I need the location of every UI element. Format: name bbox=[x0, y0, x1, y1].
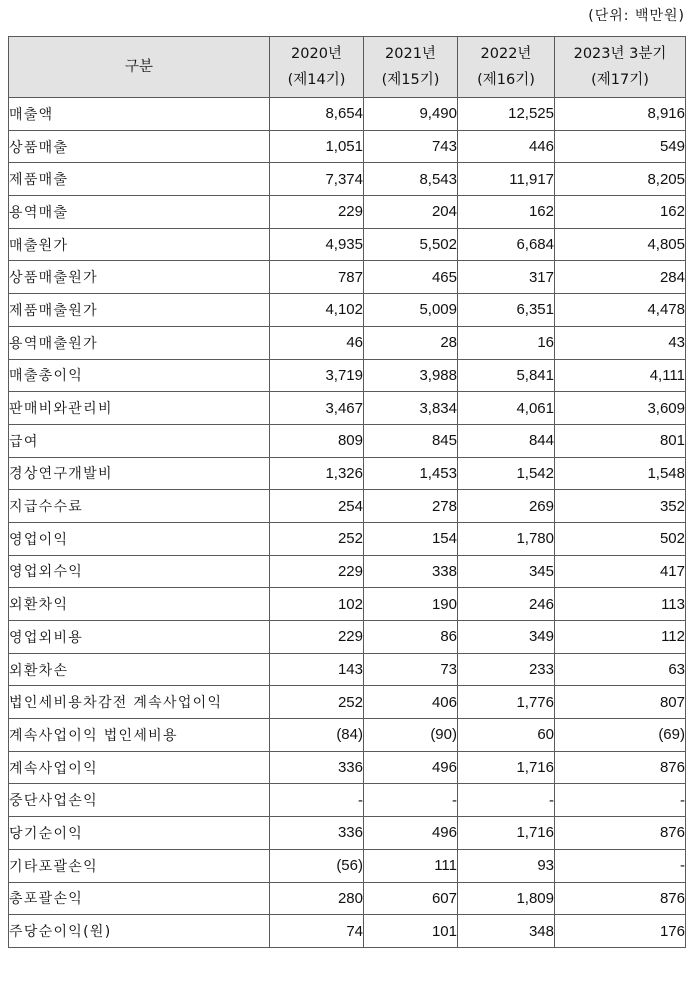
table-row bbox=[9, 784, 686, 817]
value-cell: 162 bbox=[555, 196, 686, 229]
value-cell: 5,502 bbox=[364, 228, 458, 261]
value-cell: 807 bbox=[555, 686, 686, 719]
table-header bbox=[9, 37, 686, 98]
row-label: 기타포괄손익 bbox=[9, 849, 270, 882]
header-year: 2021년 bbox=[385, 46, 436, 62]
table-row bbox=[9, 359, 686, 392]
value-cell: 8,543 bbox=[364, 163, 458, 196]
value-cell: 86 bbox=[364, 621, 458, 654]
row-label: 계속사업이익 bbox=[9, 751, 270, 784]
value-cell: 743 bbox=[364, 130, 458, 163]
row-label: 용역매출 bbox=[9, 196, 270, 229]
table-row bbox=[9, 196, 686, 229]
value-cell: (69) bbox=[555, 719, 686, 752]
value-cell: 502 bbox=[555, 522, 686, 555]
row-label: 급여 bbox=[9, 424, 270, 457]
value-cell: 46 bbox=[270, 326, 364, 359]
value-cell: 154 bbox=[364, 522, 458, 555]
value-cell: 809 bbox=[270, 424, 364, 457]
table-row bbox=[9, 882, 686, 915]
value-cell: 4,111 bbox=[555, 359, 686, 392]
row-label: 제품매출 bbox=[9, 163, 270, 196]
row-label: 총포괄손익 bbox=[9, 882, 270, 915]
table-row bbox=[9, 719, 686, 752]
value-cell: 229 bbox=[270, 621, 364, 654]
value-cell: (56) bbox=[270, 849, 364, 882]
row-label: 판매비와관리비 bbox=[9, 392, 270, 425]
header-year: 2023년 3분기 bbox=[573, 46, 667, 62]
value-cell: 102 bbox=[270, 588, 364, 621]
table-row bbox=[9, 849, 686, 882]
row-label: 외환차익 bbox=[9, 588, 270, 621]
value-cell: 60 bbox=[458, 719, 555, 752]
table-row bbox=[9, 522, 686, 555]
value-cell: 496 bbox=[364, 751, 458, 784]
value-cell: 112 bbox=[555, 621, 686, 654]
value-cell: 496 bbox=[364, 817, 458, 850]
header-col-2021 bbox=[364, 37, 458, 98]
table-row bbox=[9, 326, 686, 359]
value-cell: 4,935 bbox=[270, 228, 364, 261]
value-cell: 3,467 bbox=[270, 392, 364, 425]
header-col-2023q3 bbox=[555, 37, 686, 98]
row-label: 영업이익 bbox=[9, 522, 270, 555]
value-cell: 229 bbox=[270, 555, 364, 588]
value-cell: 417 bbox=[555, 555, 686, 588]
table-row bbox=[9, 686, 686, 719]
row-label: 주당순이익(원) bbox=[9, 915, 270, 948]
value-cell: 446 bbox=[458, 130, 555, 163]
row-label: 영업외비용 bbox=[9, 621, 270, 654]
header-col-2020 bbox=[270, 37, 364, 98]
value-cell: - bbox=[270, 784, 364, 817]
value-cell: 229 bbox=[270, 196, 364, 229]
table-row bbox=[9, 751, 686, 784]
value-cell: 73 bbox=[364, 653, 458, 686]
value-cell: 1,326 bbox=[270, 457, 364, 490]
value-cell: 204 bbox=[364, 196, 458, 229]
value-cell: 1,716 bbox=[458, 817, 555, 850]
header-period: (제14기) bbox=[287, 72, 346, 88]
value-cell: 190 bbox=[364, 588, 458, 621]
value-cell: 5,009 bbox=[364, 294, 458, 327]
value-cell: 143 bbox=[270, 653, 364, 686]
value-cell: 5,841 bbox=[458, 359, 555, 392]
income-statement-table bbox=[8, 36, 686, 948]
value-cell: 252 bbox=[270, 522, 364, 555]
value-cell: 111 bbox=[364, 849, 458, 882]
table-row bbox=[9, 163, 686, 196]
value-cell: 1,716 bbox=[458, 751, 555, 784]
table-row bbox=[9, 98, 686, 131]
table-row bbox=[9, 424, 686, 457]
header-col-2022 bbox=[458, 37, 555, 98]
value-cell: 4,061 bbox=[458, 392, 555, 425]
value-cell: 4,805 bbox=[555, 228, 686, 261]
value-cell: (90) bbox=[364, 719, 458, 752]
value-cell: 176 bbox=[555, 915, 686, 948]
value-cell: 876 bbox=[555, 751, 686, 784]
value-cell: 162 bbox=[458, 196, 555, 229]
value-cell: 876 bbox=[555, 882, 686, 915]
row-label: 법인세비용차감전 계속사업이익 bbox=[9, 686, 270, 719]
value-cell: 28 bbox=[364, 326, 458, 359]
row-label: 매출액 bbox=[9, 98, 270, 131]
value-cell: 549 bbox=[555, 130, 686, 163]
value-cell: 607 bbox=[364, 882, 458, 915]
row-label: 용역매출원가 bbox=[9, 326, 270, 359]
table-row bbox=[9, 915, 686, 948]
value-cell: 1,542 bbox=[458, 457, 555, 490]
row-label: 영업외수익 bbox=[9, 555, 270, 588]
row-label: 지급수수료 bbox=[9, 490, 270, 523]
table-row bbox=[9, 294, 686, 327]
value-cell: 8,205 bbox=[555, 163, 686, 196]
value-cell: 345 bbox=[458, 555, 555, 588]
value-cell: 465 bbox=[364, 261, 458, 294]
row-label: 외환차손 bbox=[9, 653, 270, 686]
value-cell: 3,988 bbox=[364, 359, 458, 392]
value-cell: - bbox=[555, 849, 686, 882]
row-label: 당기순이익 bbox=[9, 817, 270, 850]
value-cell: 278 bbox=[364, 490, 458, 523]
value-cell: 254 bbox=[270, 490, 364, 523]
value-cell: 4,102 bbox=[270, 294, 364, 327]
table-row bbox=[9, 130, 686, 163]
header-year: 2022년 bbox=[480, 46, 532, 62]
value-cell: 6,684 bbox=[458, 228, 555, 261]
value-cell: 336 bbox=[270, 817, 364, 850]
value-cell: 284 bbox=[555, 261, 686, 294]
table-body bbox=[9, 98, 686, 948]
value-cell: 43 bbox=[555, 326, 686, 359]
value-cell: 280 bbox=[270, 882, 364, 915]
value-cell: 1,051 bbox=[270, 130, 364, 163]
table-row bbox=[9, 555, 686, 588]
value-cell: 12,525 bbox=[458, 98, 555, 131]
row-label: 계속사업이익 법인세비용 bbox=[9, 719, 270, 752]
table-row bbox=[9, 621, 686, 654]
table-row bbox=[9, 228, 686, 261]
value-cell: - bbox=[364, 784, 458, 817]
value-cell: 876 bbox=[555, 817, 686, 850]
value-cell: 338 bbox=[364, 555, 458, 588]
value-cell: 1,453 bbox=[364, 457, 458, 490]
value-cell: 11,917 bbox=[458, 163, 555, 196]
table-row bbox=[9, 588, 686, 621]
value-cell: 787 bbox=[270, 261, 364, 294]
row-label: 매출원가 bbox=[9, 228, 270, 261]
value-cell: 1,780 bbox=[458, 522, 555, 555]
row-label: 상품매출 bbox=[9, 130, 270, 163]
header-row bbox=[9, 37, 686, 98]
table-row bbox=[9, 457, 686, 490]
value-cell: 3,834 bbox=[364, 392, 458, 425]
value-cell: 845 bbox=[364, 424, 458, 457]
value-cell: 74 bbox=[270, 915, 364, 948]
table-row bbox=[9, 817, 686, 850]
value-cell: 336 bbox=[270, 751, 364, 784]
row-label: 매출총이익 bbox=[9, 359, 270, 392]
value-cell: 252 bbox=[270, 686, 364, 719]
value-cell: 8,916 bbox=[555, 98, 686, 131]
header-category: 구분 bbox=[9, 37, 270, 98]
value-cell: 3,609 bbox=[555, 392, 686, 425]
row-label: 중단사업손익 bbox=[9, 784, 270, 817]
header-period: (제15기) bbox=[381, 72, 440, 88]
unit-note: (단위: 백만원) bbox=[588, 8, 685, 24]
value-cell: 1,809 bbox=[458, 882, 555, 915]
value-cell: 9,490 bbox=[364, 98, 458, 131]
value-cell: 801 bbox=[555, 424, 686, 457]
value-cell: 3,719 bbox=[270, 359, 364, 392]
value-cell: - bbox=[555, 784, 686, 817]
row-label: 제품매출원가 bbox=[9, 294, 270, 327]
value-cell: 1,548 bbox=[555, 457, 686, 490]
header-period: (제17기) bbox=[591, 72, 649, 88]
value-cell: 1,776 bbox=[458, 686, 555, 719]
value-cell: 844 bbox=[458, 424, 555, 457]
table-row bbox=[9, 392, 686, 425]
value-cell: 7,374 bbox=[270, 163, 364, 196]
value-cell: 8,654 bbox=[270, 98, 364, 131]
row-label: 경상연구개발비 bbox=[9, 457, 270, 490]
value-cell: 349 bbox=[458, 621, 555, 654]
row-label: 상품매출원가 bbox=[9, 261, 270, 294]
value-cell: 113 bbox=[555, 588, 686, 621]
value-cell: 101 bbox=[364, 915, 458, 948]
value-cell: 6,351 bbox=[458, 294, 555, 327]
value-cell: 4,478 bbox=[555, 294, 686, 327]
value-cell: 233 bbox=[458, 653, 555, 686]
value-cell: 16 bbox=[458, 326, 555, 359]
value-cell: 348 bbox=[458, 915, 555, 948]
header-period: (제16기) bbox=[477, 72, 535, 88]
value-cell: - bbox=[458, 784, 555, 817]
value-cell: 93 bbox=[458, 849, 555, 882]
value-cell: 406 bbox=[364, 686, 458, 719]
value-cell: (84) bbox=[270, 719, 364, 752]
value-cell: 317 bbox=[458, 261, 555, 294]
table-row bbox=[9, 261, 686, 294]
header-year: 2020년 bbox=[291, 46, 342, 62]
value-cell: 352 bbox=[555, 490, 686, 523]
table-row bbox=[9, 653, 686, 686]
value-cell: 246 bbox=[458, 588, 555, 621]
value-cell: 269 bbox=[458, 490, 555, 523]
table-row bbox=[9, 490, 686, 523]
value-cell: 63 bbox=[555, 653, 686, 686]
